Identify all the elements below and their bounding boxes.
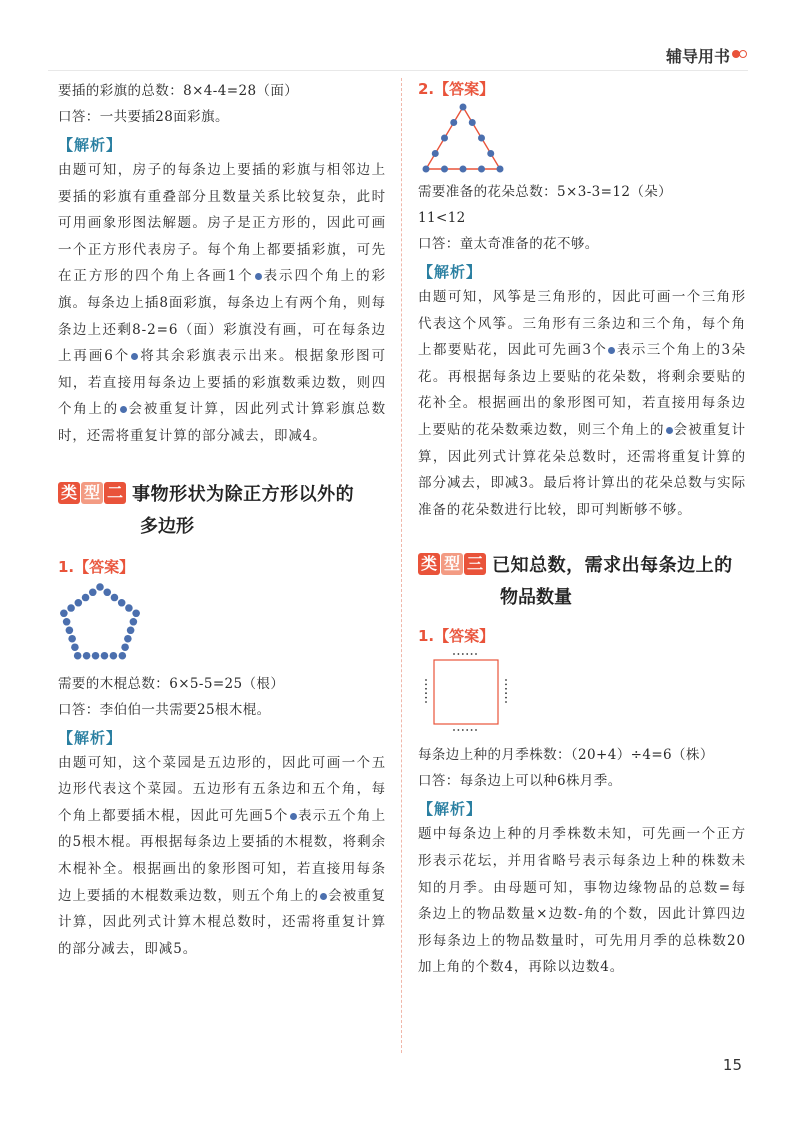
dot-mark (75, 598, 83, 606)
dot-mark (127, 626, 135, 634)
ellipsis-dot (425, 701, 427, 703)
answer-roses-line: 口答：每条边上可以种6株月季。 (418, 773, 622, 790)
dot-mark (469, 119, 476, 126)
type-title-line1: 事物形状为除正方形以外的 (132, 483, 355, 505)
dot-mark (101, 651, 109, 659)
left-column (58, 78, 386, 962)
type-title-line1: 已知总数，需求出每条边上的 (492, 555, 733, 577)
header-rule (48, 70, 748, 71)
ellipsis-dot (425, 679, 427, 681)
dot-mark (110, 651, 118, 659)
ellipsis-dot (458, 653, 460, 655)
ellipsis-dot (475, 729, 477, 731)
triangle-outline (426, 107, 500, 169)
answer-sticks-line: 口答：李伯伯一共需要25根木棍。 (58, 701, 271, 718)
answer-flowers-line: 口答：童太奇准备的花不够。 (418, 236, 599, 252)
dot-mark (119, 651, 127, 659)
type-title-line2: 多边形 (140, 515, 194, 537)
ellipsis-dot (505, 679, 507, 681)
total-flowers-line: 需要准备的花朵总数：5×3-3=12（朵） (418, 184, 673, 200)
dot-mark (74, 651, 82, 659)
dot-mark (103, 588, 111, 596)
ellipsis-dot (453, 653, 455, 655)
dot-mark (66, 626, 74, 634)
dot-mark (432, 150, 439, 157)
analysis-heading: 【解析】 (418, 800, 483, 819)
square-outline (434, 660, 498, 724)
compare-line: 11<12 (418, 210, 466, 226)
answer-label: 1.【答案】 (58, 557, 135, 576)
dot-mark (89, 588, 97, 596)
type-title-line2: 物品数量 (500, 587, 572, 609)
ellipsis-dot (425, 697, 427, 699)
type-badge: 类 型 三 (418, 553, 487, 575)
ellipsis-dot (505, 693, 507, 695)
dot-icon (666, 427, 673, 434)
dot-mark (71, 643, 79, 651)
dot-icon (290, 813, 297, 820)
ellipsis-dot (425, 693, 427, 695)
dot-mark (450, 119, 457, 126)
square-ellipsis-diagram (418, 650, 518, 734)
dot-mark (124, 634, 132, 642)
analysis-paragraph: 由题可知，这个菜园是五边形的，因此可画一个五边形代表这个菜园。五边形有五条边和五个角，每个角上都要插木棍，因此可先画5个 表示五个角上的5根木棍。再根据每条边上要插的木棍数，将剩余木棍补全。根据画出的象形图可知，若直接用每条边上要插的木棍数乘边数，则五个角上的 会被重复计算，因此列式计算木棍总数时，还需将重复计算的部分减去，即减5。 (58, 754, 386, 957)
dot-mark (111, 593, 119, 601)
answer-flags-line: 口答：一共要插28面彩旗。 (58, 109, 229, 125)
dot-mark (67, 604, 75, 612)
dot-mark (441, 135, 448, 142)
ellipsis-dot (475, 653, 477, 655)
total-sticks-line: 需要的木棍总数：6×5-5=25（根） (58, 675, 285, 692)
triangle-dots-diagram (418, 103, 508, 175)
dot-icon (320, 893, 327, 900)
dot-icon (608, 347, 615, 354)
header-dots-icon (732, 49, 750, 59)
dot-mark (68, 634, 76, 642)
ellipsis-dot (505, 701, 507, 703)
ellipsis-dot (505, 688, 507, 690)
ellipsis-dot (466, 729, 468, 731)
dot-mark (132, 609, 140, 617)
dot-mark (478, 166, 485, 173)
type-two-heading (58, 480, 386, 542)
dot-icon (255, 273, 262, 280)
analysis-heading: 【解析】 (418, 263, 483, 281)
dot-mark (60, 609, 68, 617)
dot-mark (121, 643, 129, 651)
dot-mark (63, 617, 71, 625)
answer-label: 2.【答案】 (418, 80, 495, 98)
ellipsis-dot (471, 653, 473, 655)
header-title: 辅导用书 (665, 47, 730, 66)
dot-mark (460, 166, 467, 173)
analysis-heading: 【解析】 (58, 136, 123, 154)
dot-mark (92, 651, 100, 659)
ellipsis-dot (466, 653, 468, 655)
dot-mark (487, 150, 494, 157)
ellipsis-dot (505, 697, 507, 699)
ellipsis-dot (505, 684, 507, 686)
dot-mark (96, 583, 104, 591)
right-column (418, 78, 746, 981)
type-three-heading (418, 551, 746, 613)
dot-mark (497, 166, 504, 173)
ellipsis-dot (453, 729, 455, 731)
analysis-heading: 【解析】 (58, 728, 123, 747)
dot-mark (83, 651, 91, 659)
dot-mark (82, 593, 90, 601)
dot-mark (460, 104, 467, 111)
roses-per-side-line: 每条边上种的月季株数：（20+4）÷4=6（株） (418, 747, 714, 764)
dot-mark (478, 135, 485, 142)
total-flags-line: 要插的彩旗的总数：8×4-4=28（面） (58, 83, 299, 99)
ellipsis-dot (458, 729, 460, 731)
dot-mark (130, 617, 138, 625)
answer-label: 1.【答案】 (418, 627, 495, 646)
ellipsis-dot (425, 688, 427, 690)
column-divider (401, 78, 402, 1053)
dot-mark (118, 598, 126, 606)
pentagon-dots-diagram (58, 581, 158, 665)
dot-mark (125, 604, 133, 612)
ellipsis-dot (462, 653, 464, 655)
analysis-paragraph: 题中每条边上种的月季株数未知，可先画一个正方形表示花坛，并用省略号表示每条边上种的株数未知的月季。由母题可知，事物边缘物品的总数=每条边上的物品数量×边数-角的个数，因此计算四边形每条边上的物品数量时，可先用月季的总株数20加上角的个数4，再除以边数4。 (418, 826, 746, 976)
dot-mark (423, 166, 430, 173)
dot-icon (120, 406, 127, 413)
type-badge: 类 型 二 (58, 482, 127, 504)
analysis-paragraph: 由题可知，风筝是三角形的，因此可画一个三角形代表这个风筝。三角形有三条边和三个角，每个角上都要贴花，因此可先画3个 表示三个角上的3朵花。再根据每条边上要贴的花朵数，将剩余要贴的花补全。根据画出的象形图可知，若直接用每条边上要贴的花朵数乘边数，则三个角上的 会被重复计算，因此列式计算花朵总数时，还需将重复计算的部分减去，即减3。最后将计算出的花朵总数与实际准备的花朵数进行比较，即可判断够不够。 (418, 289, 746, 518)
ellipsis-dot (462, 729, 464, 731)
analysis-paragraph: 由题可知，房子的每条边上要插的彩旗与相邻边上要插的彩旗有重叠部分且数量关系比较复杂，此时可用画象形图法解题。房子是正方形的，因此可画一个正方形代表房子。每个角上都要插彩旗，可先在正方形的四个角上各画1个 表示四个角上的彩旗。每条边上插8面彩旗，每条边上有两个角，则每条边上还剩8-2=6（面）彩旗没有画，可在每条边上再画6个 将其余彩旗表示出来。根据象形图可知，若直接用每条边上要插的彩旗数乘边数，则四个角上的 会被重复计算，因此列式计算彩旗总数时，还需将重复计算的部分减去，即减4。 (58, 162, 386, 444)
dot-icon (131, 353, 138, 360)
ellipsis-dot (471, 729, 473, 731)
ellipsis-dot (425, 684, 427, 686)
page-number: 15 (722, 1056, 742, 1074)
dot-mark (441, 166, 448, 173)
